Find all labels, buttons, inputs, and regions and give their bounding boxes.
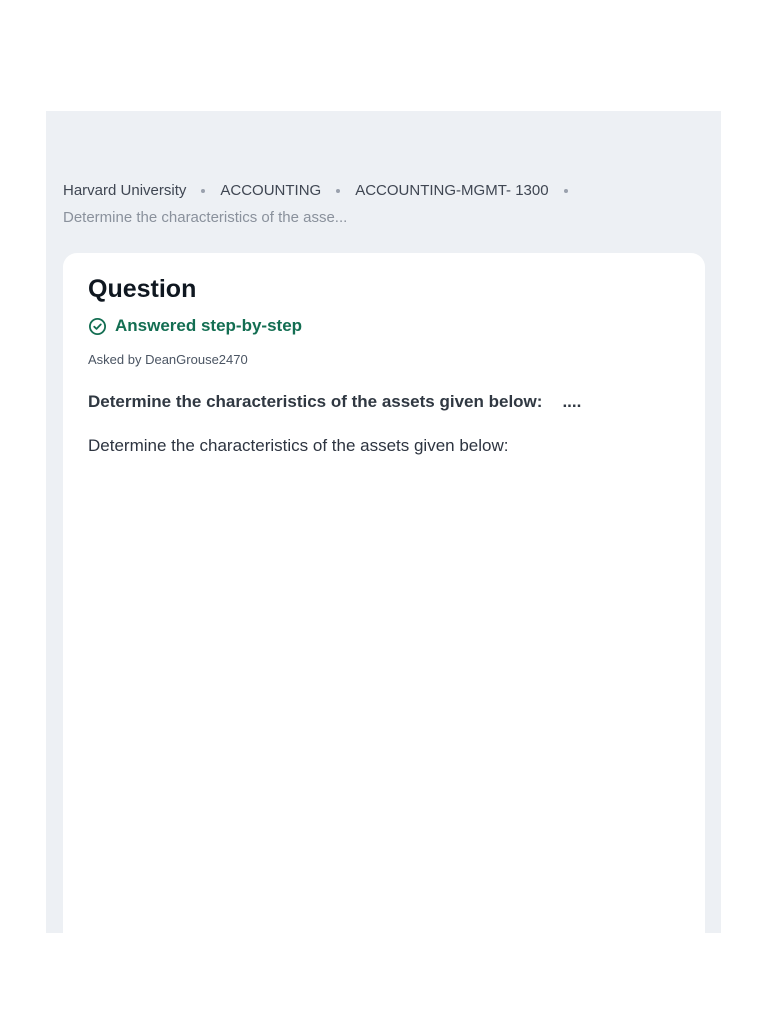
asked-by: Asked by DeanGrouse2470 [88,352,248,367]
breadcrumb-separator [564,189,568,193]
question-body: Determine the characteristics of the assets given below: [88,436,509,455]
answered-status-label: Answered step-by-step [115,316,303,335]
breadcrumb-current-page: Determine the characteristics of the asse... [63,209,348,226]
page-frame [46,111,721,933]
answered-status [88,315,302,337]
question-card [63,253,705,933]
breadcrumb-separator [201,189,205,193]
question-heading [88,391,581,413]
breadcrumb [63,177,703,232]
breadcrumb-item-university[interactable]: Harvard University [63,182,187,199]
question-heading-text: Determine the characteristics of the assets given below: [88,392,543,411]
breadcrumb-separator [336,189,340,193]
breadcrumb-item-course[interactable]: ACCOUNTING-MGMT- 1300 [355,182,549,199]
question-heading-ellipsis: .... [562,392,582,411]
check-circle-icon [88,317,107,336]
breadcrumb-item-subject[interactable]: ACCOUNTING [220,182,322,199]
question-title: Question [88,275,197,303]
breadcrumb-row [63,177,703,205]
